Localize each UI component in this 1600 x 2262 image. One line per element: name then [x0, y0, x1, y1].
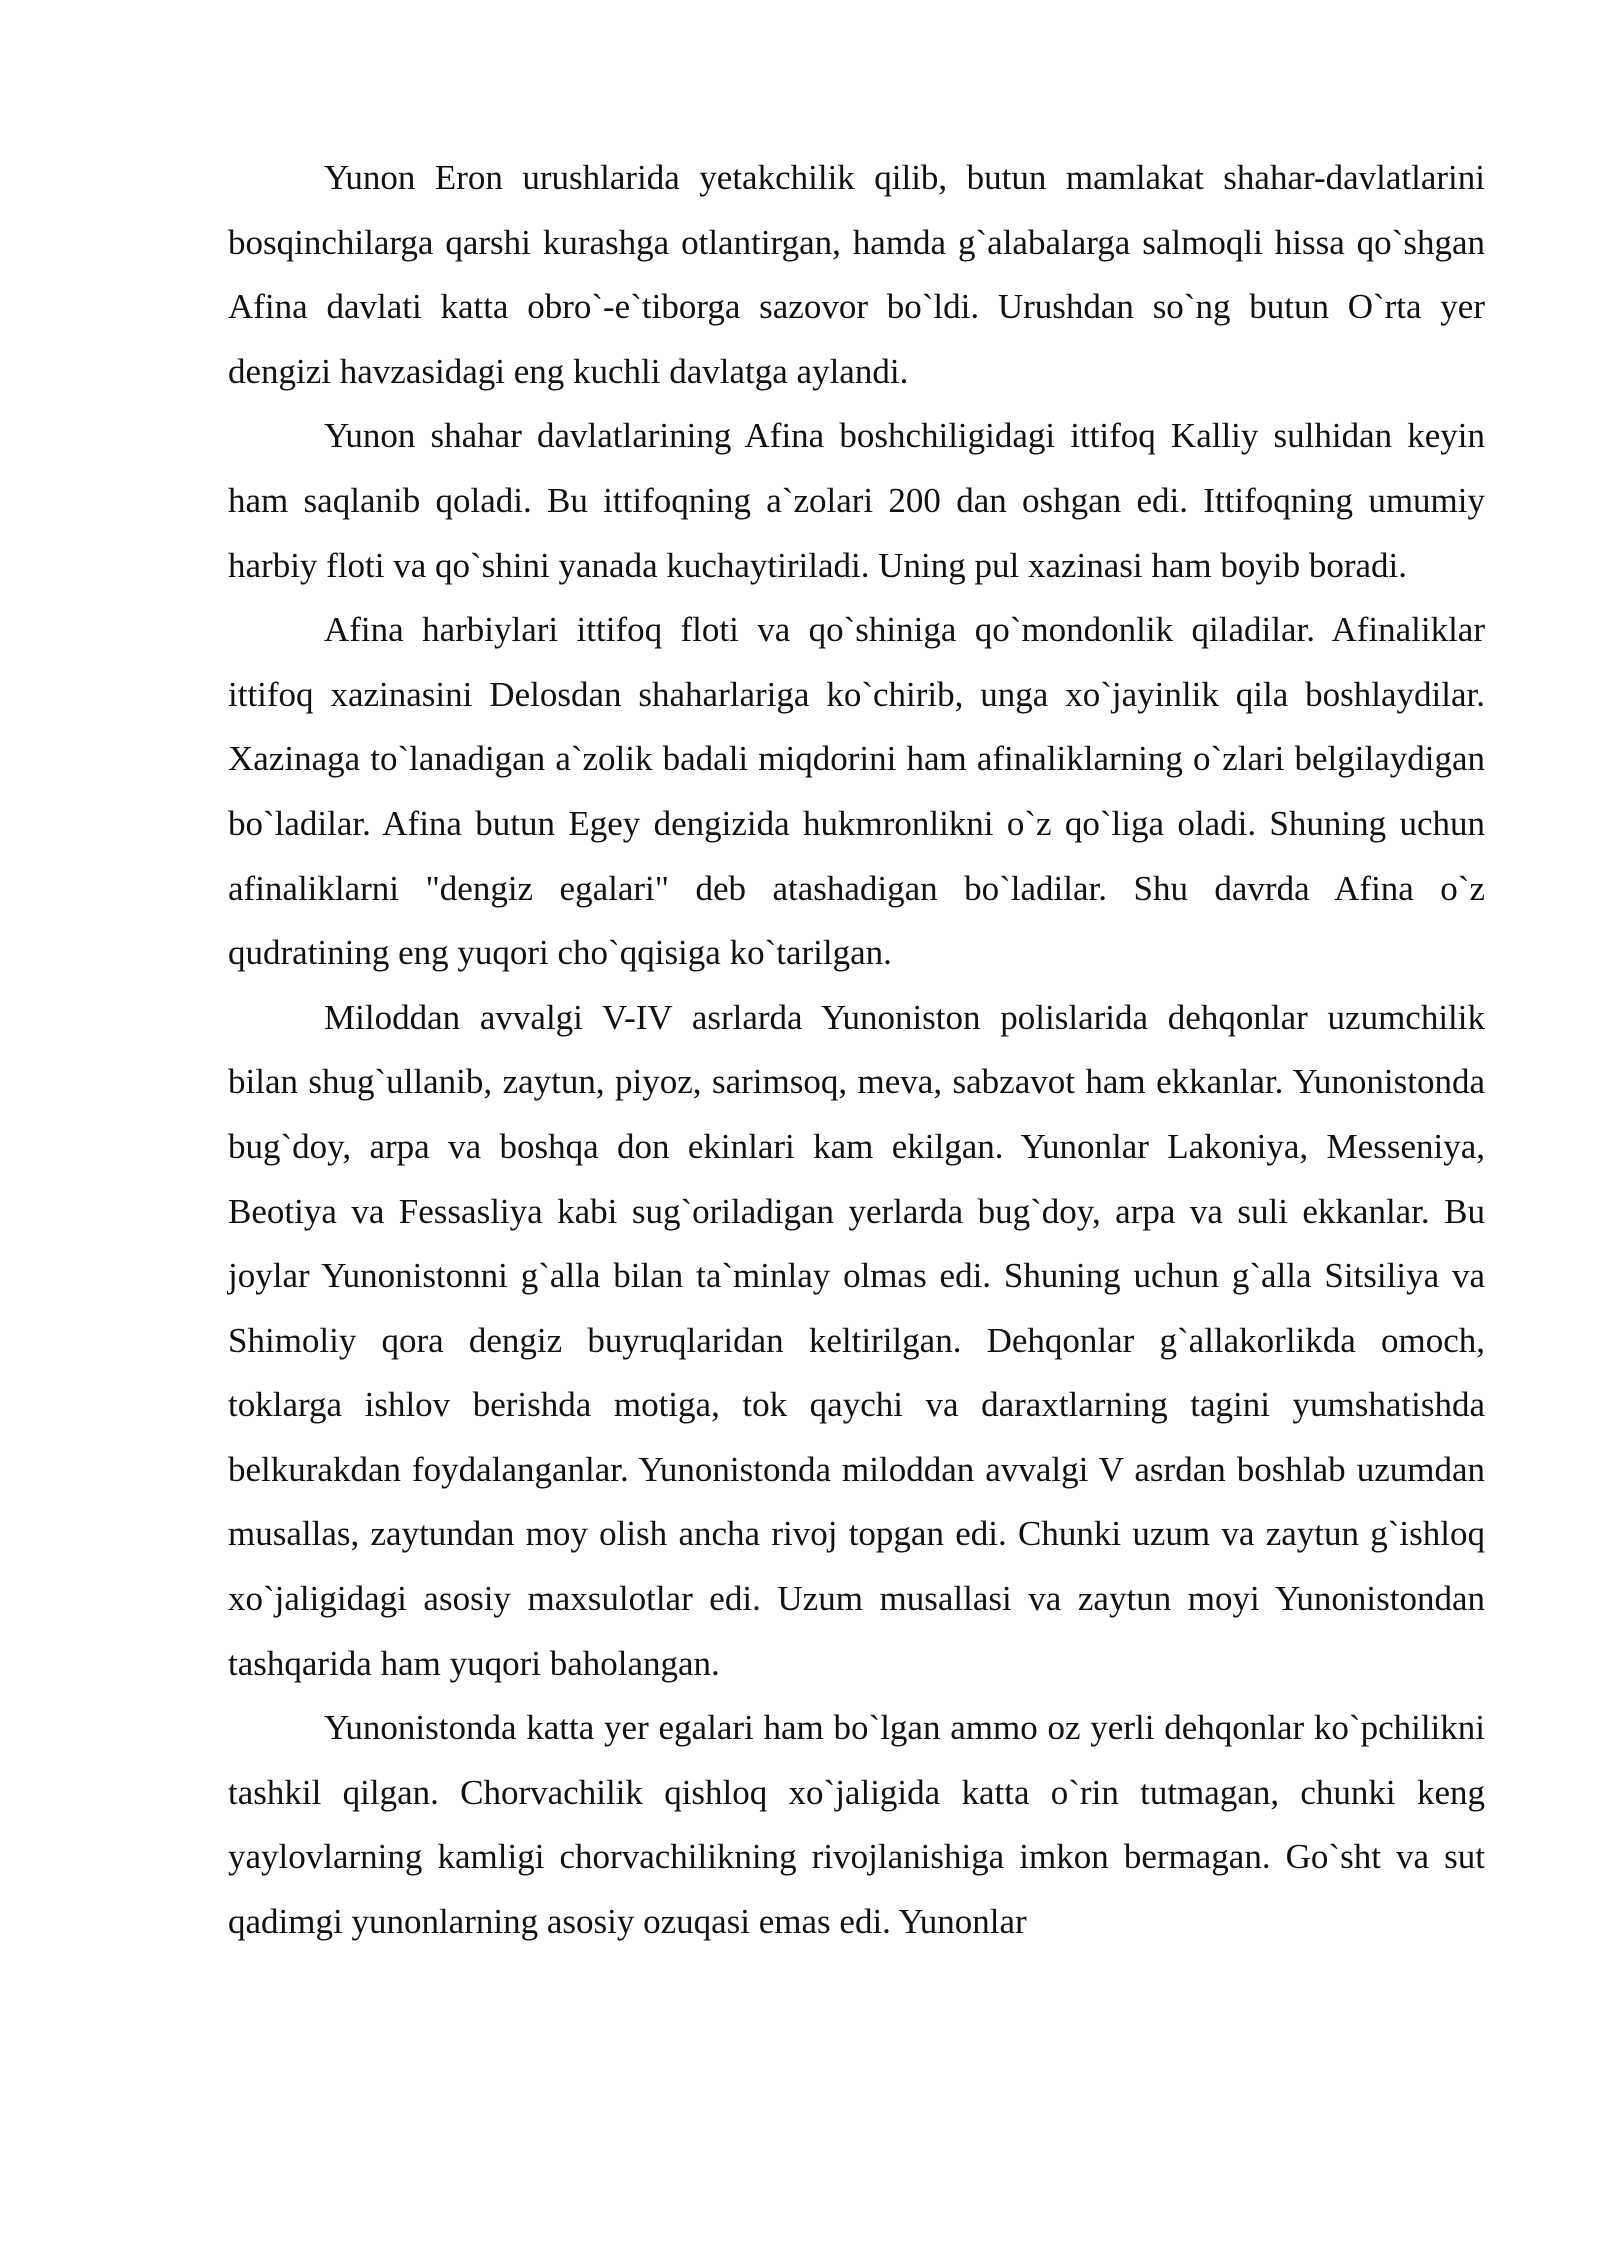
- paragraph-1: Yunon Eron urushlarida yetakchilik qilib, butun mamlakat shahar-davlatlarini bosqinchilarga qarshi kurashga otlantirgan, hamda g`alabalarga salmoqli hissa qo`shgan Afina davlati katta obro`-e`tiborga sazovor bo`ldi. Urushdan so`ng butun O`rta yer dengizi havzasidagi eng kuchli davlatga aylandi.: [228, 158, 1485, 391]
- paragraph-3: Afina harbiylari ittifoq floti va qo`shiniga qo`mondonlik qiladilar. Afinaliklar ittifoq xazinasini Delosdan shaharlariga ko`chirib, unga xo`jayinlik qila boshlaydilar. Xazinaga to`lanadigan a`zolik badali miqdorini ham afinaliklarning o`zlari belgilaydigan bo`ladilar. Afina butun Egey dengizida hukmronlikni o`z qo`liga oladi. Shuning uchun afinaliklarni "dengiz egalari" deb atashadigan bo`ladilar. Shu davrda Afina o`z qudratining eng yuqori cho`qqisiga ko`tarilgan.: [228, 610, 1485, 973]
- paragraph-2: Yunon shahar davlatlarining Afina boshchiligidagi ittifoq Kalliy sulhidan keyin ham saqlanib qoladi. Bu ittifoqning a`zolari 200 dan oshgan edi. Ittifoqning umumiy harbiy floti va qo`shini yanada kuchaytiriladi. Uning pul xazinasi ham boyib boradi.: [228, 416, 1485, 585]
- paragraph-5: Yunonistonda katta yer egalari ham bo`lgan ammo oz yerli dehqonlar ko`pchilikni tashkil qilgan. Chorvachilik qishloq xo`jaligida katta o`rin tutmagan, chunki keng yaylovlarning kamligi chorvachilikning rivojlanishiga imkon bermagan. Go`sht va sut qadimgi yunonlarning asosiy ozuqasi emas edi. Yunonlar: [228, 1708, 1485, 1942]
- document-body: [228, 146, 1485, 1955]
- paragraph-4: Miloddan avvalgi V-IV asrlarda Yunoniston polislarida dehqonlar uzumchilik bilan shug`ullanib, zaytun, piyoz, sarimsoq, meva, sabzavot ham ekkanlar. Yunonistonda bug`doy, arpa va boshqa don ekinlari kam ekilgan. Yunonlar Lakoniya, Messeniya, Beotiya va Fessasliya kabi sug`oriladigan yerlarda bug`doy, arpa va suli ekkanlar. Bu joylar Yunonistonni g`alla bilan ta`minlay olmas edi. Shuning uchun g`alla Sitsiliya va Shimoliy qora dengiz buyruqlaridan keltirilgan. Dehqonlar g`allakorlikda omoch, toklarga ishlov berishda motiga, tok qaychi va daraxtlarning tagini yumshatishda belkurakdan foydalanganlar. Yunonistonda miloddan avvalgi V asrdan boshlab uzumdan musallas, zaytundan moy olish ancha rivoj topgan edi. Chunki uzum va zaytun g`ishloq xo`jaligidagi asosiy maxsulotlar edi. Uzum musallasi va zaytun moyi Yunonistondan tashqarida ham yuqori baholangan.: [228, 997, 1485, 1683]
